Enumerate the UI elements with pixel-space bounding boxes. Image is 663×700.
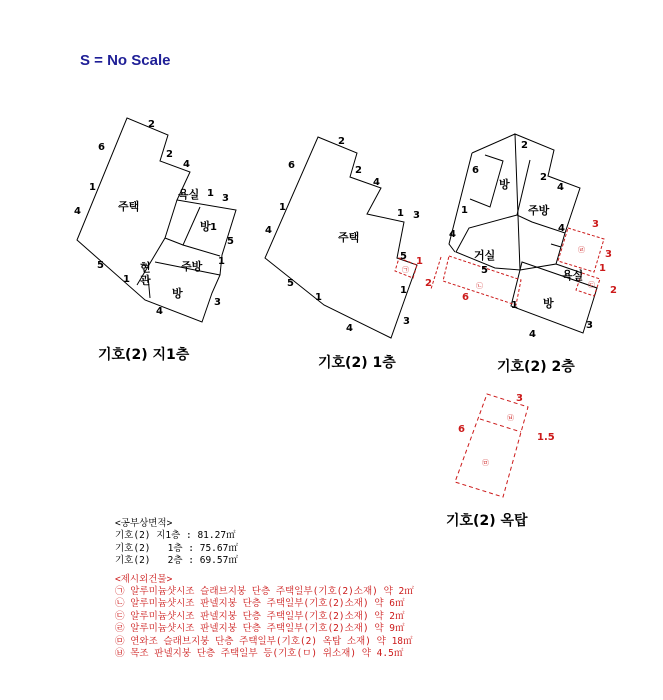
first-floor-annex-mark: ㉠ <box>402 266 409 274</box>
second-floor-labels <box>449 140 617 340</box>
second-floor-dim: 1 <box>511 300 518 311</box>
second-floor-annex-dim: 6 <box>462 292 469 303</box>
rooftop-title: 기호(2) 옥탑 <box>446 513 528 529</box>
second-floor-annex-mark: ㉡ <box>476 282 483 290</box>
basement-dim: 5 <box>227 236 234 247</box>
first-floor-dim: 3 <box>403 316 410 327</box>
second-floor-dim: 6 <box>472 165 479 176</box>
first-floor-dim: 2 <box>355 165 362 176</box>
basement-dim: 4 <box>156 306 163 317</box>
first-floor-dim: 5 <box>400 251 407 262</box>
first-floor-title: 기호(2) 1층 <box>318 355 396 371</box>
first-floor-room-house: 주택 <box>338 231 360 244</box>
basement-dim: 3 <box>222 193 229 204</box>
second-floor-room-bath: 욕실 <box>562 269 584 282</box>
second-floor-annex <box>431 228 604 305</box>
second-floor-room-living: 거실 <box>474 249 496 262</box>
basement-dim: 1 <box>210 222 217 233</box>
excluded-note-line: ㉥ 목조 판넬지붕 단층 주택일부 등(기호(ㅁ) 위소재) 약 4.5㎡ <box>115 648 404 660</box>
second-floor-wall <box>551 244 561 247</box>
second-floor-plan <box>449 134 597 333</box>
second-floor-dim: 4 <box>529 329 536 340</box>
rooftop-outline <box>455 394 528 497</box>
second-floor-annex-dim: 1 <box>599 263 606 274</box>
basement-room-house: 주택 <box>118 200 140 213</box>
second-floor-annex-c <box>443 256 521 305</box>
area-notes-heading: <공부상면적> <box>115 518 173 529</box>
first-floor-dim: 1 <box>400 285 407 296</box>
second-floor-annex-dim: 3 <box>592 219 599 230</box>
basement-room-bath: 욕실 <box>178 188 200 201</box>
rooftop-dim: 3 <box>516 393 523 404</box>
basement-entrance-1: 현 <box>140 261 151 274</box>
area-note-line: 기호(2) 2층 : 69.57㎡ <box>115 555 238 567</box>
area-note-line: 기호(2) 1층 : 75.67㎡ <box>115 542 238 554</box>
first-floor-annex-dim: 1 <box>416 256 423 267</box>
second-floor-title: 기호(2) 2층 <box>497 359 575 375</box>
notes-block <box>115 518 414 660</box>
second-floor-dim: 4 <box>557 182 564 193</box>
area-note-line: 기호(2) 지1층 : 81.27㎡ <box>115 530 236 542</box>
basement-dim: 1 <box>218 256 225 267</box>
basement-title: 기호(2) 지1층 <box>98 347 190 363</box>
excluded-note-line: ㉡ 알루미늄샷시조 판넬지붕 단층 주택일부(기호(2)소재) 약 6㎡ <box>115 598 405 610</box>
basement-dim: 2 <box>148 119 155 130</box>
first-floor-dim: 4 <box>265 225 272 236</box>
scale-note: S = No Scale <box>80 52 171 69</box>
basement-dim: 2 <box>166 149 173 160</box>
second-floor-annex-mark: ㉢ <box>588 281 595 289</box>
excluded-note-line: ㉤ 연와조 슬래브지붕 단층 주택일부(기호(2) 옥탑 소재) 약 18㎡ <box>115 635 413 647</box>
basement-dim: 5 <box>97 260 104 271</box>
basement-wall <box>165 238 183 245</box>
second-floor-annex-dim: 3 <box>605 249 612 260</box>
second-floor-dim: 4 <box>558 223 565 234</box>
basement-dim: 1 <box>207 188 214 199</box>
rooftop-dim: 6 <box>458 424 465 435</box>
basement-entrance-2: 관 <box>140 274 151 287</box>
basement-dim: 1 <box>123 274 130 285</box>
second-floor-dim: 1 <box>461 205 468 216</box>
basement-dim: 1 <box>89 182 96 193</box>
second-floor-annex-mark: ㉣ <box>578 246 585 254</box>
second-floor-dim: 5 <box>481 265 488 276</box>
second-floor-room-a: 방 <box>499 178 510 191</box>
excluded-note-line: ㉢ 알루미늄샷시조 판넬지붕 단층 주택일부(기호(2)소재) 약 2㎡ <box>115 610 405 622</box>
first-floor-dim: 4 <box>373 177 380 188</box>
basement-dim: 3 <box>214 297 221 308</box>
basement-labels <box>74 119 234 317</box>
rooftop-dim: 1.5 <box>537 432 555 443</box>
second-floor-dim: 4 <box>449 229 456 240</box>
second-floor-dim: 3 <box>586 320 593 331</box>
second-floor-annex-dim: 2 <box>610 285 617 296</box>
first-floor-dim: 5 <box>287 278 294 289</box>
first-floor-dim: 6 <box>288 160 295 171</box>
excluded-notes-heading: <제시외건물> <box>115 573 173 585</box>
basement-room-a: 방 <box>200 220 211 233</box>
second-floor-annex-dim-line <box>431 257 441 289</box>
first-floor-dim: 4 <box>346 323 353 334</box>
basement-dim: 6 <box>98 142 105 153</box>
second-floor-wall <box>472 134 515 153</box>
first-floor-dim: 2 <box>338 136 345 147</box>
first-floor-dim: 1 <box>397 208 404 219</box>
second-floor-room-b: 방 <box>543 297 554 310</box>
first-floor-annex-dim: 2 <box>425 278 432 289</box>
rooftop-mark: ㉥ <box>507 414 514 422</box>
first-floor-dim: 3 <box>413 210 420 221</box>
first-floor-dim: 1 <box>279 202 286 213</box>
second-floor-room-kitchen: 주방 <box>528 204 550 217</box>
excluded-note-line: ㉠ 알루미늄샷시조 슬래브지붕 단층 주택일부(기호(2)소재) 약 2㎡ <box>115 586 414 598</box>
rooftop-divider <box>480 419 521 432</box>
rooftop-mark: ㉤ <box>482 459 489 467</box>
rooftop-labels <box>458 393 555 467</box>
basement-dim: 4 <box>74 206 81 217</box>
second-floor-dim: 2 <box>521 140 528 151</box>
basement-room-b: 방 <box>172 287 183 300</box>
basement-dim: 4 <box>183 159 190 170</box>
second-floor-room-b-box <box>511 262 597 333</box>
first-floor-labels <box>265 136 432 334</box>
rooftop-plan <box>455 394 528 497</box>
excluded-note-line: ㉣ 알루미늄샷시조 판넬지붕 단층 주택일부(기호(2)소재) 약 9㎡ <box>115 623 405 635</box>
basement-room-kitchen: 주방 <box>181 260 203 273</box>
first-floor-dim: 1 <box>315 292 322 303</box>
second-floor-dim: 2 <box>540 172 547 183</box>
